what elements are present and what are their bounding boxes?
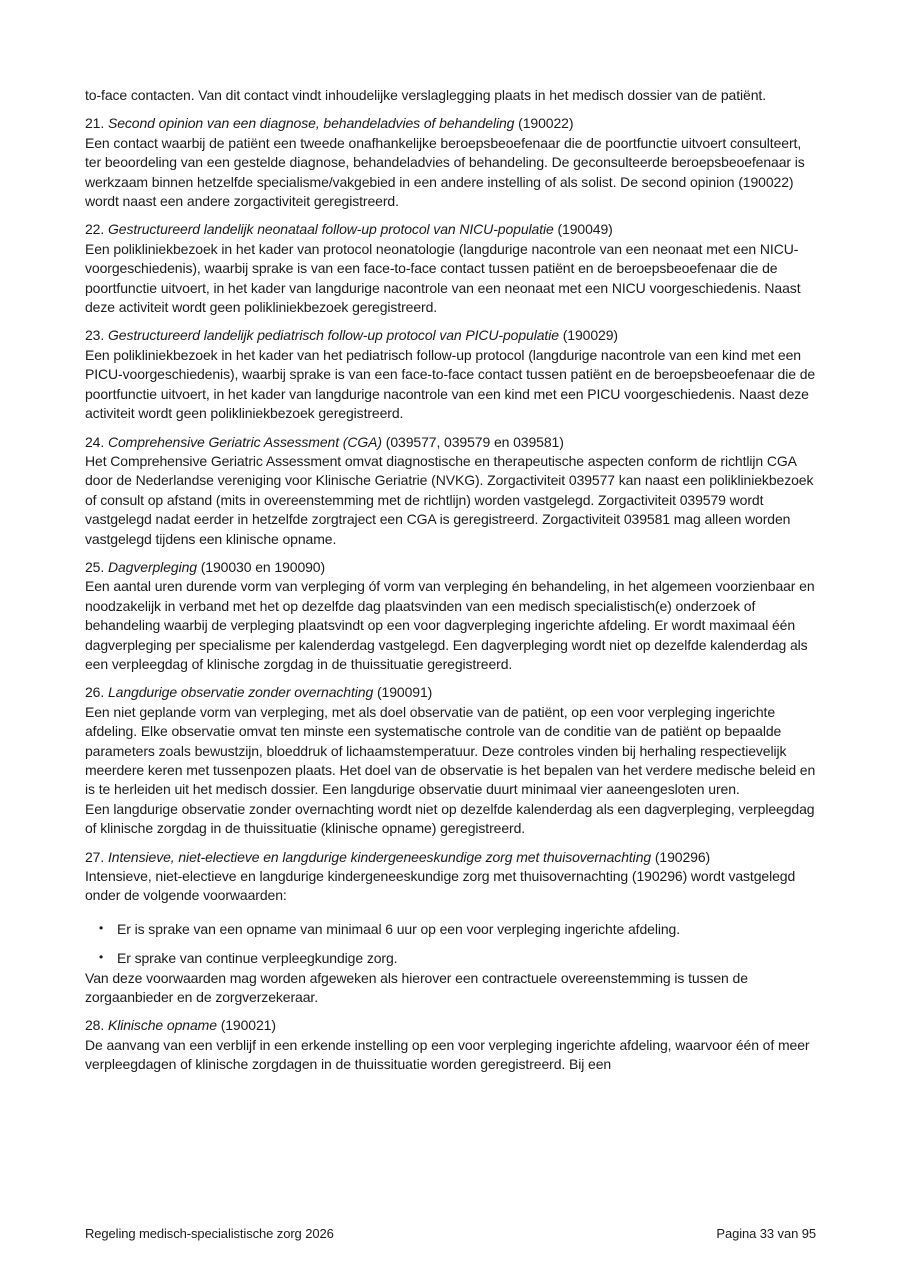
section-26 xyxy=(85,683,816,838)
section-27 xyxy=(85,848,816,1008)
section-paragraph: Intensieve, niet-electieve en langdurige kindergeneeskundige zorg met thuisovernachting (190296) wordt vastgelegd onder de volgende voorwaarden: xyxy=(85,868,796,904)
section-code: (190296) xyxy=(654,848,711,865)
section-number: 24. xyxy=(85,433,105,450)
section-code: (190049) xyxy=(557,221,613,238)
section-heading xyxy=(85,848,816,867)
section-paragraph: Een niet geplande vorm van verpleging, met als doel observatie van de patiënt, op een voor verpleging ingerichte afdeling. Elke observatie omvat ten minste een systematische controle van de conditie van de patiënt op bepaalde parameters zoals bewustzijn, bloeddruk of lichaamstemperatuur. Deze controles vinden bij herhaling respectievelijk meerdere keren met tussenpozen plaats. Het doel van de observatie is het bepalen van het verdere medische beleid en is te herleiden uit het medisch dossier. Een langdurige observatie duurt minimaal vier aaneengesloten uren. xyxy=(85,703,816,798)
section-heading xyxy=(85,1016,816,1035)
section-heading xyxy=(85,220,816,239)
section-number: 27. xyxy=(85,848,105,865)
section-heading xyxy=(85,558,816,577)
section-title: Comprehensive Geriatric Assessment (CGA) xyxy=(107,433,382,450)
section-code: (190021) xyxy=(220,1017,276,1034)
section-heading xyxy=(85,433,816,452)
section-number: 28. xyxy=(85,1017,105,1034)
section-heading xyxy=(85,683,816,702)
section-code: (190030 en 190090) xyxy=(200,558,326,575)
bullet-item: • Er sprake van continue verpleegkundige zorg. xyxy=(85,949,816,968)
section-paragraph: Het Comprehensive Geriatric Assessment omvat diagnostische en therapeutische aspecten conform de richtlijn CGA door de Nederlandse vereniging voor Klinische Geriatrie (NVKG). Zorgactiviteit 039577 kan naast een polikliniekbezoek of consult op afstand (mits in overeenstemming met de richtlijn) worden vastgelegd. Zorgactiviteit 039579 wordt vastgelegd nadat eerder in hetzelfde zorgtraject een CGA is geregistreerd. Zorgactiviteit 039581 mag alleen worden vastgelegd tijdens een klinische opname. xyxy=(85,452,814,547)
section-24 xyxy=(85,433,816,549)
intro-continuation-paragraph: to-face contacten. Van dit contact vindt inhoudelijke verslaglegging plaats in het medisch dossier van de patiënt. xyxy=(85,87,766,103)
section-heading xyxy=(85,326,816,345)
document-body xyxy=(85,86,816,1075)
section-paragraph: De aanvang van een verblijf in een erkende instelling op een voor verpleging ingerichte afdeling, waarvoor één of meer verpleegdagen of klinische zorgdagen in de thuissituatie worden geregistreerd. Bij een xyxy=(85,1036,810,1073)
section-title: Second opinion van een diagnose, behandeladvies of behandeling xyxy=(107,115,515,132)
section-number: 26. xyxy=(85,684,105,701)
section-23 xyxy=(85,326,816,423)
section-title: Gestructureerd landelijk pediatrisch follow-up protocol van PICU-populatie xyxy=(107,327,559,344)
footer-page-number: Pagina 33 van 95 xyxy=(716,1226,816,1241)
section-title: Langdurige observatie zonder overnachting xyxy=(107,684,374,701)
section-heading xyxy=(85,114,816,133)
section-code: (190091) xyxy=(376,684,433,701)
section-code: (190029) xyxy=(562,327,618,344)
section-number: 25. xyxy=(85,558,105,575)
section-title: Gestructureerd landelijk neonataal follow-up protocol van NICU-populatie xyxy=(107,221,554,238)
section-paragraph: Een polikliniekbezoek in het kader van protocol neonatologie (langdurige nacontrole van een neonaat met een NICU-voorgeschiedenis), waarbij sprake is van een face-to-face contact tussen patiënt en de beroepsbeoefenaar die de poortfunctie uitvoert, in het kader van langdurige nacontrole van een neonaat met een NICU voorgeschiedenis. Naast deze activiteit wordt geen polikliniekbezoek geregistreerd. xyxy=(85,240,801,316)
section-28 xyxy=(85,1016,816,1074)
section-code: (190022) xyxy=(518,115,574,132)
section-21 xyxy=(85,114,816,211)
conditions-bullet-list xyxy=(85,920,816,969)
section-22 xyxy=(85,220,816,317)
section-paragraph: Een aantal uren durende vorm van verpleging óf vorm van verpleging én behandeling, in het algemeen voorzienbaar en noodzakelijk in verband met het op dezelfde dag plaatsvinden van een medisch specialistisch(e) onderzoek of behandeling waarbij de verpleging plaatsvindt op een voor dagverpleging ingerichte afdeling. Er wordt maximaal één dagverpleging per specialisme per kalenderdag vastgelegd. Een dagverpleging wordt niet op dezelfde kalenderdag als een verpleegdag of klinische zorgdag in de thuissituatie geregistreerd. xyxy=(85,578,815,672)
section-number: 21. xyxy=(85,115,105,132)
section-paragraph: Een contact waarbij de patiënt een tweede onafhankelijke beroepsbeoefenaar die de poortfunctie uitvoert consulteert, ter beoordeling van een gestelde diagnose, behandeladvies of behandeling. De geconsulteerde beroepsbeoefenaar is werkzaam binnen hetzelfde specialisme/vakgebied in een andere instelling of als solist. De second opinion (190022) wordt naast een andere zorgactiviteit geregistreerd. xyxy=(85,134,805,210)
section-25 xyxy=(85,558,816,674)
section-after-paragraph: Van deze voorwaarden mag worden afgeweken als hierover een contractuele overeenstemming is tussen de zorgaanbieder en de zorgverzekeraar. xyxy=(85,969,748,1006)
section-paragraph: Een polikliniekbezoek in het kader van het pediatrisch follow-up protocol (langdurige nacontrole van een kind met een PICU-voorgeschiedenis), waarbij sprake is van een face-to-face contact tussen patiënt en de beroepsbeoefenaar die de poortfunctie uitvoert, in het kader van langdurige nacontrole van een kind met een PICU voorgeschiedenis. Naast deze activiteit wordt geen polikliniekbezoek geregistreerd. xyxy=(85,346,816,422)
bullet-item: • Er is sprake van een opname van minimaal 6 uur op een voor verpleging ingerichte afdeling. xyxy=(85,920,816,939)
section-title: Klinische opname xyxy=(107,1017,217,1034)
section-title: Dagverpleging xyxy=(107,558,197,575)
section-title: Intensieve, niet-electieve en langdurige kindergeneeskundige zorg met thuisovernachting xyxy=(107,848,652,865)
section-paragraph: Een langdurige observatie zonder overnachting wordt niet op dezelfde kalenderdag als een dagverpleging, verpleegdag of klinische zorgdag in de thuissituatie (klinische opname) geregistreerd. xyxy=(85,800,815,837)
section-number: 23. xyxy=(85,327,105,344)
page-footer xyxy=(85,1226,816,1241)
section-code: (039577, 039579 en 039581) xyxy=(385,433,564,450)
section-number: 22. xyxy=(85,221,105,238)
footer-document-title: Regeling medisch-specialistische zorg 2026 xyxy=(85,1226,334,1241)
